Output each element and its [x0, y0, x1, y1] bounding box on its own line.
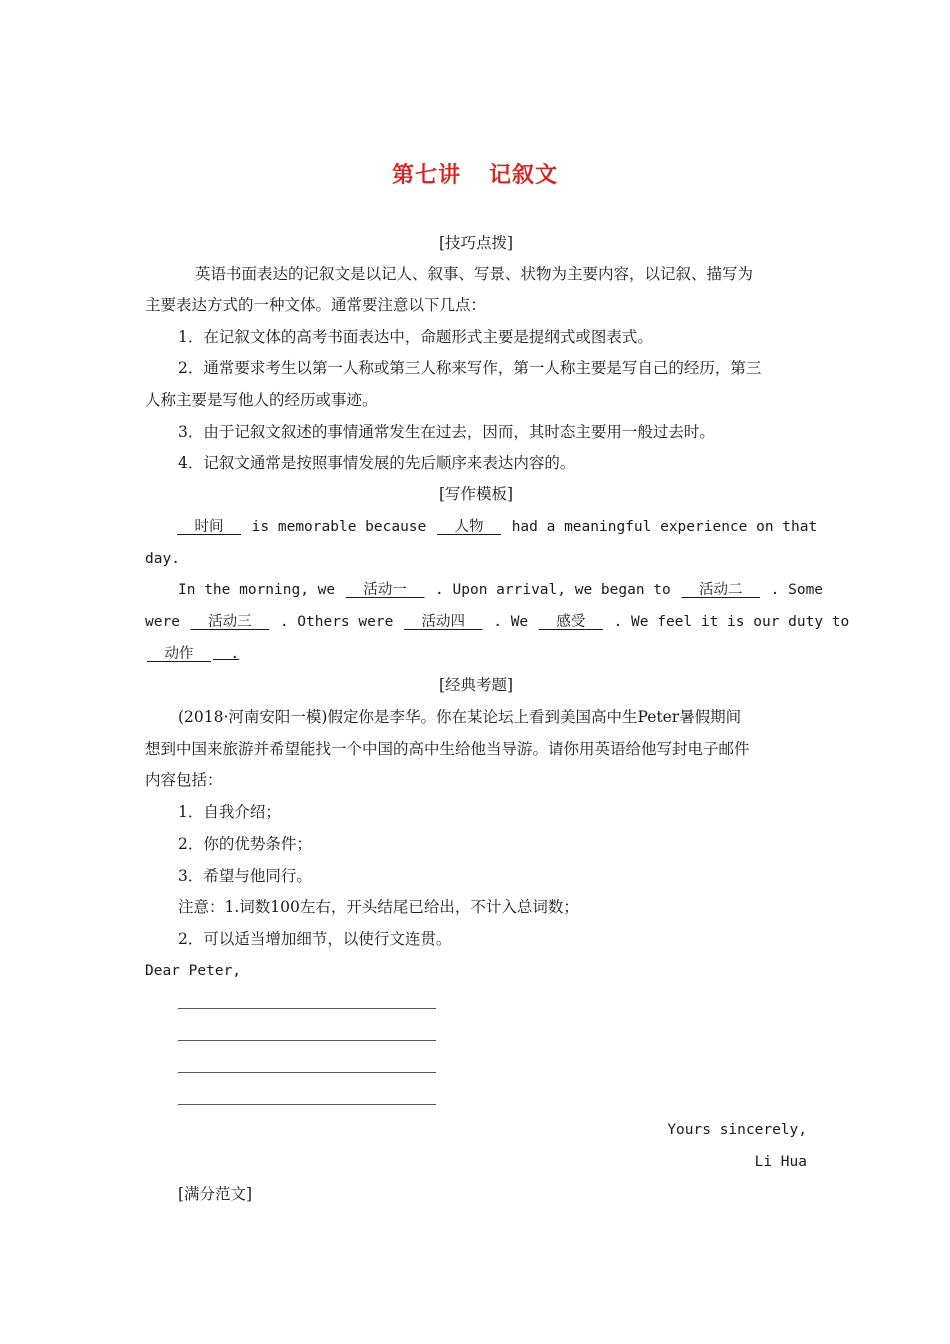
title-part2: 记叙文 — [489, 162, 559, 188]
writing-line — [178, 1008, 436, 1009]
title-part1: 第七讲 — [391, 162, 461, 188]
template-text: . We feel it is our duty to — [613, 614, 850, 630]
exam-question-line2: 想到中国来旅游并希望能找一个中国的高中生给他当导游。请你用英语给他写封电子邮件 — [145, 740, 750, 758]
writing-line — [178, 1104, 436, 1105]
exam-item-2: 2．你的优势条件； — [178, 835, 312, 853]
letter-greeting: Dear Peter, — [145, 963, 242, 979]
blank-activity-2: 活动二 — [698, 582, 743, 598]
template-text: had a meaningful experience on that — [511, 519, 818, 535]
tips-heading: [技巧点拨] — [438, 234, 514, 252]
template-text: . We — [493, 614, 529, 630]
exam-item-1: 1．自我介绍； — [178, 803, 281, 821]
template-line-3 — [178, 580, 824, 600]
blank-activity-4: 活动四 — [421, 614, 466, 630]
blank-action: 动作 — [164, 646, 194, 662]
template-text: In the morning, we — [178, 582, 336, 598]
writing-line — [178, 1040, 436, 1041]
page-title — [0, 158, 950, 189]
blank-feeling: 感受 — [556, 614, 586, 630]
exam-note-2: 2．可以适当增加细节，以使行文连贯。 — [178, 930, 452, 948]
model-essay-heading: [满分范文] — [178, 1185, 253, 1203]
exam-heading: [经典考题] — [438, 676, 514, 694]
template-line-2: day. — [145, 551, 180, 567]
exam-note-1: 注意：1.词数100左右，开头结尾已给出，不计入总词数； — [178, 898, 579, 916]
letter-signature: Li Hua — [754, 1154, 807, 1170]
writing-line — [178, 1072, 436, 1073]
tips-intro-line1: 英语书面表达的记叙文是以记人、叙事、写景、状物为主要内容，以记叙、描写为 — [195, 265, 754, 283]
template-heading: [写作模板] — [438, 485, 514, 503]
blank-activity-3: 活动三 — [208, 614, 252, 630]
exam-item-3: 3．希望与他同行。 — [178, 867, 312, 885]
tips-point-2-line1: 2．通常要求考生以第一人称或第三人称来写作，第一人称主要是写自己的经历，第三 — [178, 359, 762, 377]
template-text: . Others were — [279, 614, 394, 630]
template-text: . — [230, 646, 240, 662]
template-line-1 — [175, 517, 818, 537]
blank-time: 时间 — [194, 519, 224, 535]
blank-activity-1: 活动一 — [363, 582, 407, 598]
tips-point-1: 1．在记叙文体的高考书面表达中，命题形式主要是提纲式或图表式。 — [178, 328, 653, 346]
tips-point-4: 4．记叙文通常是按照事情发展的先后顺序来表达内容的。 — [178, 454, 576, 472]
tips-intro-line2: 主要表达方式的一种文体。通常要注意以下几点： — [145, 296, 487, 314]
blank-person: 人物 — [454, 519, 484, 535]
template-text: is memorable because — [251, 519, 427, 535]
tips-point-3: 3．由于记叙文叙述的事情通常发生在过去，因而，其时态主要用一般过去时。 — [178, 423, 715, 441]
exam-question-line3: 内容包括： — [145, 771, 223, 789]
exam-question-line1: (2018·河南安阳一模)假定你是李华。你在某论坛上看到美国高中生Peter暑假期间 — [178, 708, 742, 726]
template-line-4 — [145, 612, 850, 632]
template-line-5 — [145, 644, 807, 664]
letter-closing: Yours sincerely, — [667, 1122, 807, 1138]
template-text: . Some — [770, 582, 824, 598]
template-text: were — [145, 614, 180, 630]
template-text: . Upon arrival, we began to — [435, 582, 671, 598]
tips-point-2-line2: 人称主要是写他人的经历或事迹。 — [145, 391, 378, 409]
